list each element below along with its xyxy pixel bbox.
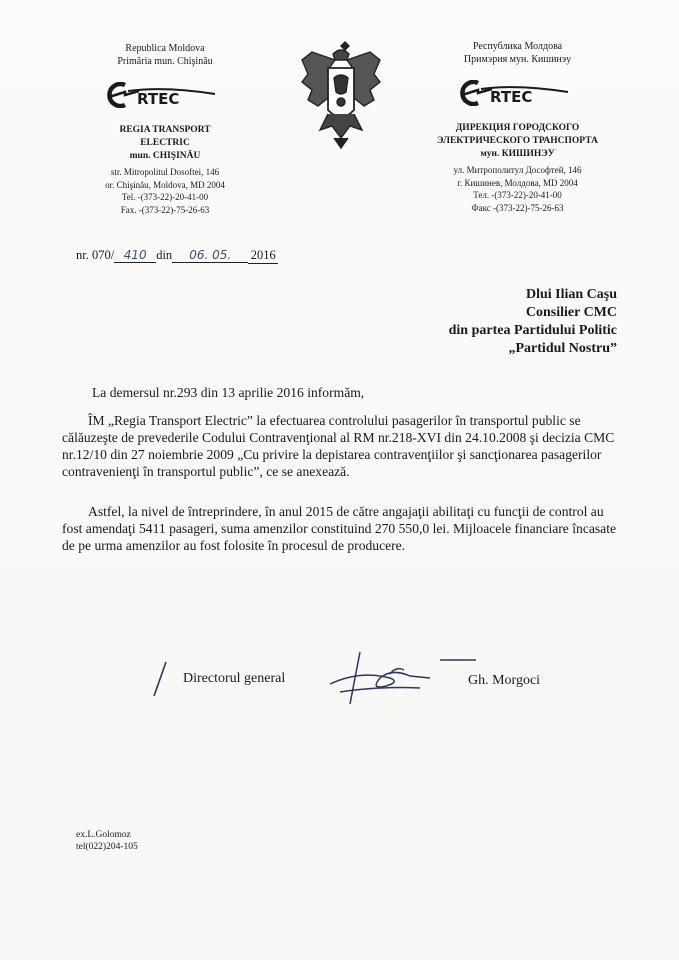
reference-year: 2016 bbox=[248, 248, 278, 264]
header-left-org-1: REGIA TRANSPORT bbox=[119, 125, 211, 135]
header-left-country: Republica Moldova bbox=[125, 43, 205, 54]
handwritten-signature bbox=[320, 648, 480, 713]
header-left-org-2: ELECTRIC bbox=[140, 138, 190, 148]
header-right-org-3: мун. КИШИНЭУ bbox=[480, 149, 555, 159]
reference-prefix: nr. 070/ bbox=[76, 248, 115, 262]
body-paragraph-1: ÎM „Regia Transport Electric” la efectuarea controlului pasagerilor în transportul public se călăuzeşte de prevederile Codului Contravenţional al RM nr.218-XVI din 24.10.2008 şi decizia CMC nr.12/10 din 27 noiembrie 2009 „Cu privire la depistarea contravenţiilor şi sancţionarea pasagerilor contravenienţi în transportul public”, ce se anexează. bbox=[62, 413, 615, 479]
header-right-addr-2: г. Кишинев, Молдова, MD 2004 bbox=[457, 177, 578, 188]
signature-slash-mark bbox=[150, 660, 170, 705]
footer-executor-block bbox=[76, 830, 138, 853]
header-right-tel: Тел. -(373-22)-20-41-00 bbox=[473, 190, 562, 200]
recipient-name: Dlui Ilian Caşu bbox=[525, 287, 617, 302]
reference-date-handwritten: 06. 05. bbox=[172, 248, 248, 263]
header-left-fax: Fax. -(373-22)-75-26-63 bbox=[120, 204, 210, 215]
header-right bbox=[400, 40, 635, 214]
header-right-addr-1: ул. Митрополитул Дософтей, 146 bbox=[453, 165, 582, 175]
header-right-org-1: ДИРЕКЦИЯ ГОРОДСКОГО bbox=[455, 123, 580, 133]
header-left-addr-2: or. Chişinău, Moldova, MD 2004 bbox=[105, 179, 225, 190]
logo-left-text: RTEC bbox=[137, 90, 180, 108]
header-right-country: Республика Молдова bbox=[472, 41, 563, 52]
recipient-party: „Partidul Nostru” bbox=[508, 341, 617, 356]
body-intro: La demersul nr.293 din 13 aprilie 2016 informăm, bbox=[92, 385, 365, 400]
header-right-org-2: ЭЛЕКТРИЧЕСКОГО ТРАНСПОРТА bbox=[437, 136, 598, 146]
recipient-position: Consilier CMC bbox=[525, 305, 617, 320]
header-right-city-hall: Примэрия мун. Кишинэу bbox=[463, 54, 572, 65]
rtec-logo-left bbox=[105, 82, 225, 108]
coat-of-arms-icon bbox=[298, 40, 384, 152]
header-left bbox=[60, 42, 270, 216]
header-left-org-3: mun. CHIŞINĂU bbox=[129, 151, 201, 161]
logo-right-text: RTEC bbox=[489, 88, 532, 106]
header-left-city-hall: Primăria mun. Chişinău bbox=[117, 56, 213, 67]
header-left-addr-1: str. Mitropolitul Dosoftei, 146 bbox=[110, 167, 220, 177]
reference-number-handwritten: 410 bbox=[114, 248, 156, 263]
body-paragraph-2: Astfel, la nivel de întreprindere, în anul 2015 de către angajaţii abilitaţi cu funcţii de control au fost amendaţi 5411 pasageri, suma amenzilor constituind 270 550,0 lei. Mijloacele financiare încasate de pe urma amenzilor au fost folosite în procesul de producere. bbox=[62, 504, 617, 553]
header-right-fax: Факс -(373-22)-75-26-63 bbox=[471, 202, 564, 213]
footer-executor: ex.L.Golomoz bbox=[76, 830, 131, 840]
signer-name: Gh. Morgoci bbox=[468, 673, 541, 688]
rtec-logo-right bbox=[458, 80, 578, 106]
reference-number-line bbox=[76, 248, 278, 264]
header-left-tel: Tel. -(373-22)-20-41-00 bbox=[121, 192, 209, 202]
footer-phone: tel(022)204-105 bbox=[76, 841, 138, 852]
recipient-block bbox=[449, 286, 617, 358]
reference-din-label: din bbox=[156, 248, 173, 262]
recipient-affiliation: din partea Partidului Politic bbox=[448, 323, 617, 338]
signature-title: Directorul general bbox=[183, 671, 286, 686]
